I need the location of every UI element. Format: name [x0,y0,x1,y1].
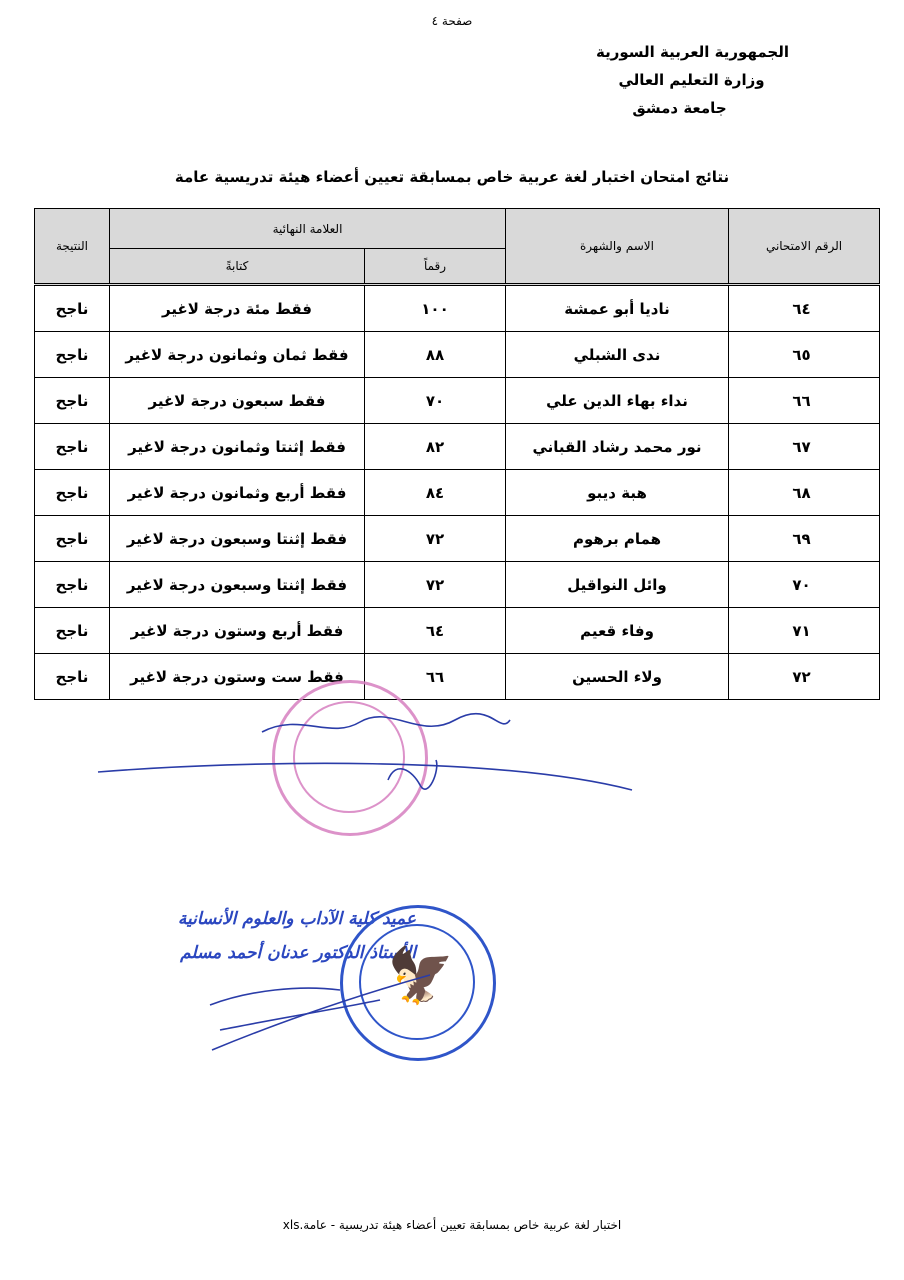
cell-digits: ٧٠ [365,378,506,424]
cell-exam-number: ٦٨ [729,470,880,516]
header-result: النتيجة [35,209,110,285]
cell-exam-number: ٧٠ [729,562,880,608]
signature-stroke [212,975,430,1050]
cell-result: ناجح [35,378,110,424]
header-name: الاسم والشهرة [506,209,729,285]
cell-digits: ٨٨ [365,332,506,378]
footer-filename: اختبار لغة عربية خاص بمسابقة تعيين أعضاء هيئة تدريسية - عامة.xls [282,1218,622,1232]
cell-words: فقط ثمان وثمانون درجة لاغير [110,332,365,378]
cell-name: نداء بهاء الدين علي [506,378,729,424]
cell-result: ناجح [35,424,110,470]
header-exam-number: الرقم الامتحاني [729,209,880,285]
cell-digits: ٧٢ [365,562,506,608]
signature-stroke [98,763,632,790]
cell-words: فقط سبعون درجة لاغير [110,378,365,424]
ministry-name: وزارة التعليم العالي [618,71,765,89]
cell-words: فقط مئة درجة لاغير [110,285,365,332]
cell-digits: ٨٢ [365,424,506,470]
cell-result: ناجح [35,332,110,378]
country-name: الجمهورية العربية السورية [596,43,789,61]
cell-words: فقط أربع وثمانون درجة لاغير [110,470,365,516]
eagle-emblem-icon: 🦅 [387,944,455,1007]
header-final-mark: العلامة النهائية [110,209,506,249]
cell-exam-number: ٦٩ [729,516,880,562]
cell-name: نور محمد رشاد القباني [506,424,729,470]
cell-exam-number: ٦٦ [729,378,880,424]
cell-result: ناجح [35,285,110,332]
signature-stroke [262,714,510,732]
page-number: صفحة ٤ [431,14,473,28]
cell-words: فقط إثنتا وسبعون درجة لاغير [110,516,365,562]
dean-title: عميد كلية الآداب والعلوم الأنسانية [177,909,416,929]
cell-digits: ٧٢ [365,516,506,562]
cell-words: فقط أربع وستون درجة لاغير [110,608,365,654]
cell-words: فقط إثنتا وثمانون درجة لاغير [110,424,365,470]
cell-name: هبة ديبو [506,470,729,516]
cell-words: فقط إثنتا وسبعون درجة لاغير [110,562,365,608]
cell-digits: ١٠٠ [365,285,506,332]
cell-result: ناجح [35,654,110,700]
dean-name: الأستاذ الدكتور عدنان أحمد مسلم [180,943,416,963]
cell-name: ناديا أبو عمشة [506,285,729,332]
cell-digits: ٦٦ [365,654,506,700]
cell-exam-number: ٦٤ [729,285,880,332]
cell-words: فقط ست وستون درجة لاغير [110,654,365,700]
cell-name: وائل النواقيل [506,562,729,608]
cell-name: وفاء قعيم [506,608,729,654]
cell-result: ناجح [35,470,110,516]
cell-exam-number: ٧٢ [729,654,880,700]
cell-name: همام برهوم [506,516,729,562]
cell-result: ناجح [35,608,110,654]
cell-name: ندى الشبلي [506,332,729,378]
cell-result: ناجح [35,516,110,562]
cell-digits: ٦٤ [365,608,506,654]
university-name: جامعة دمشق [632,99,727,117]
cell-exam-number: ٦٧ [729,424,880,470]
header-words: كتابةً [110,249,365,285]
signature-stroke [210,988,380,1030]
document-title: نتائج امتحان اختبار لغة عربية خاص بمسابقة تعيين أعضاء هيئة تدريسية عامة [174,168,730,186]
cell-name: ولاء الحسين [506,654,729,700]
cell-exam-number: ٦٥ [729,332,880,378]
cell-exam-number: ٧١ [729,608,880,654]
header-digits: رقماً [365,249,506,285]
cell-result: ناجح [35,562,110,608]
cell-digits: ٨٤ [365,470,506,516]
